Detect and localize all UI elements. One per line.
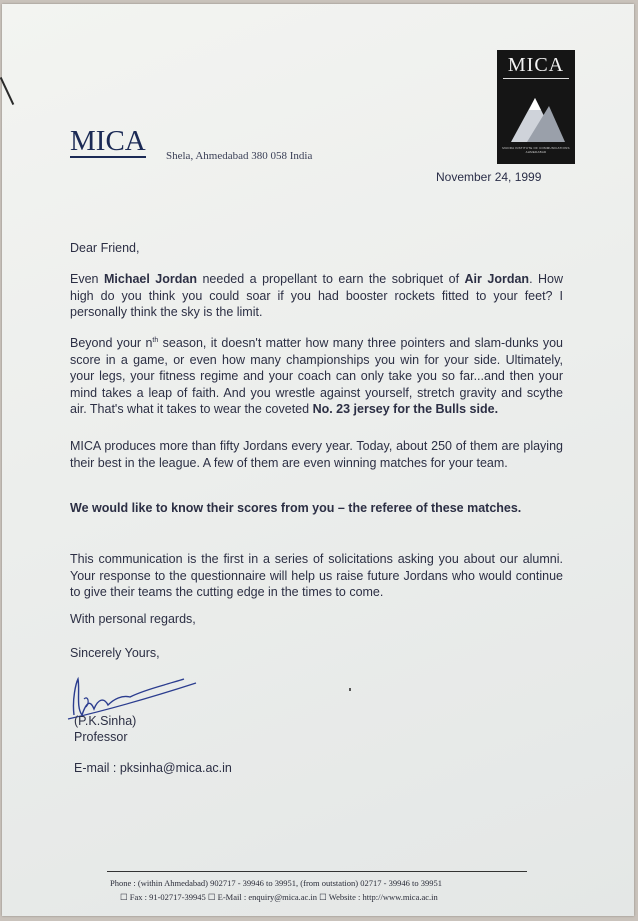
paragraph-2 [70, 335, 563, 418]
signatory-name: (P.K.Sinha) [74, 714, 137, 728]
logo-text: MICA [507, 54, 565, 76]
footer-contacts: ☐ Fax : 91-02717-39945 ☐ E-Mail : enquiry@mica.ac.in ☐ Website : http://www.mica.ac.in [120, 892, 438, 902]
logo-rule [503, 78, 569, 79]
p2-superscript: th [152, 336, 159, 344]
mountain-icon [505, 84, 567, 144]
address: Shela, Ahmedabad 380 058 India [166, 150, 313, 162]
closing-regards: With personal regards, [70, 612, 196, 626]
mica-logo [497, 50, 575, 164]
p2-bold: No. 23 jersey for the Bulls side. [312, 402, 499, 416]
p1-title: Air Jordan [464, 272, 530, 286]
paragraph-4: We would like to know their scores from you – the referee of these matches. [70, 501, 522, 515]
paper-speck [349, 688, 351, 691]
letter-date: November 24, 1999 [436, 170, 542, 184]
p2-text-b: season, it doesn't matter how many three pointers and slam-dunks you score in a game, or even how many championships you win for your side. Ultimately, your legs, your fitness regime and your coach can only take you so far...and then your mind takes a leap of faith. And you wrestle against yourself, stretch gravity and scythe air. That's what it takes to wear the coveted [70, 336, 564, 416]
salutation: Dear Friend, [70, 241, 140, 255]
signatory-email: E-mail : pksinha@mica.ac.in [74, 761, 232, 775]
paragraph-3: MICA produces more than fifty Jordans every year. Today, about 250 of them are playing their best in the league. A few of them are even winning matches for your team. [70, 439, 563, 470]
pen-mark [0, 77, 14, 105]
footer-rule [107, 871, 527, 872]
letter-page [2, 4, 634, 916]
p2-text-a: Beyond your n [70, 336, 153, 350]
p1-text-b: needed a propellant to earn the sobriquet of [197, 272, 465, 286]
p1-text-c: . How high do you think you could soar if you had booster rockets fitted to your feet? I personally think the sky is the limit. [70, 272, 564, 319]
p1-text-a: Even [70, 272, 104, 286]
brand-name: MICA [70, 125, 146, 157]
closing-sincerely: Sincerely Yours, [70, 646, 160, 660]
paragraph-1 [70, 271, 563, 321]
signatory-title: Professor [74, 730, 128, 744]
paragraph-5: This communication is the first in a series of solicitations asking you about our alumni. Your response to the questionnaire will help us raise future Jordans who would continue to give their teams the cutting edge in the times to come. [70, 552, 563, 599]
footer-phone: Phone : (within Ahmedabad) 902717 - 39946 to 39951, (from outstation) 02717 - 39946 to 39951 [110, 878, 442, 888]
logo-subtext: MUDRA INSTITUTE OF COMMUNICATIONS AHMEDABAD [502, 146, 570, 154]
p1-name: Michael Jordan [103, 272, 197, 286]
